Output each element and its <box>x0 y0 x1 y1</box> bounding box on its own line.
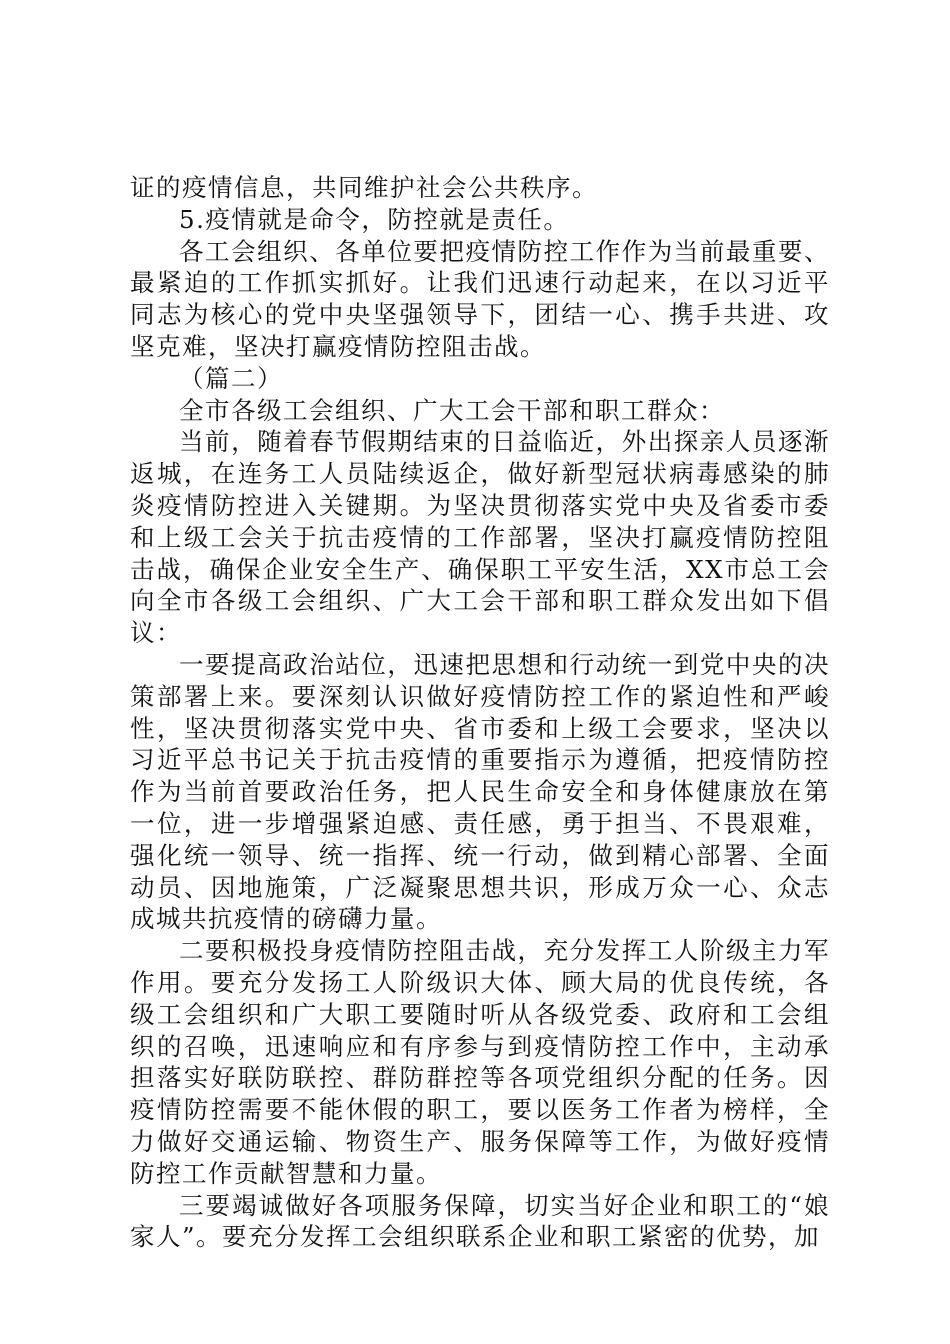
salutation: 全市各级工会组织、广大工会干部和职工群众： <box>179 395 725 425</box>
paragraph-body: 各工会组织、各单位要把疫情防控工作作为当前最重要、最紧迫的工作抓实抓好。让我们迅速行动起来，在以习近平同志为核心的党中央坚强领导下，团结一心、携手共进、攻坚克难，坚决打赢疫情防控阻击战。 <box>130 236 830 361</box>
document-body <box>130 172 830 1253</box>
paragraph-continuation: 证的疫情信息，共同维护社会公共秩序。 <box>130 173 598 202</box>
paragraph-body: 一要提高政治站位，迅速把思想和行动统一到党中央的决策部署上来。要深刻认识做好疫情防控工作的紧迫性和严峻性，坚决贯彻落实党中央、省市委和上级工会要求，坚决以习近平总书记关于抗击疫情的重要指示为遵循，把疫情防控作为当前首要政治任务，把人民生命安全和身体健康放在第一位，进一步增强紧迫感、责任感，勇于担当、不畏艰难，强化统一领导、统一指挥、统一行动，做到精心部署、全面动员、因地施策，广泛凝聚思想共识，形成万众一心、众志成城共抗疫情的磅礴力量。 <box>130 649 830 934</box>
paragraph-item-5: 5.疫情就是命令，防控就是责任。 <box>179 204 570 234</box>
paragraph-body: 当前，随着春节假期结束的日益临近，外出探亲人员逐渐返城，在连务工人员陆续返企，做好新型冠状病毒感染的肺炎疫情防控进入关键期。为坚决贯彻落实党中央及省委市委和上级工会关于抗击疫情的工作部署，坚决打赢疫情防控阻击战，确保企业安全生产、确保职工平安生活，XX市总工会向全市各级工会组织、广大工会干部和职工群众发出如下倡议： <box>130 427 830 648</box>
section-heading: （篇二） <box>179 363 283 393</box>
paragraph-body: 二要积极投身疫情防控阻击战，充分发挥工人阶级主力军作用。要充分发扬工人阶级识大体、顾大局的优良传统，各级工会组织和广大职工要随时听从各级党委、政府和工会组织的召唤，迅速响应和有序参与到疫情防控工作中，主动承担落实好联防联控、群防群控等各项党组织分配的任务。因疫情防控需要不能休假的职工，要以医务工作者为榜样，全力做好交通运输、物资生产、服务保障等工作，为做好疫情防控工作贡献智慧和力量。 <box>130 936 830 1188</box>
paragraph-body: 三要竭诚做好各项服务保障，切实当好企业和职工的“娘家人”。要充分发挥工会组织联系企业和职工紧密的优势，加 <box>130 1190 830 1252</box>
